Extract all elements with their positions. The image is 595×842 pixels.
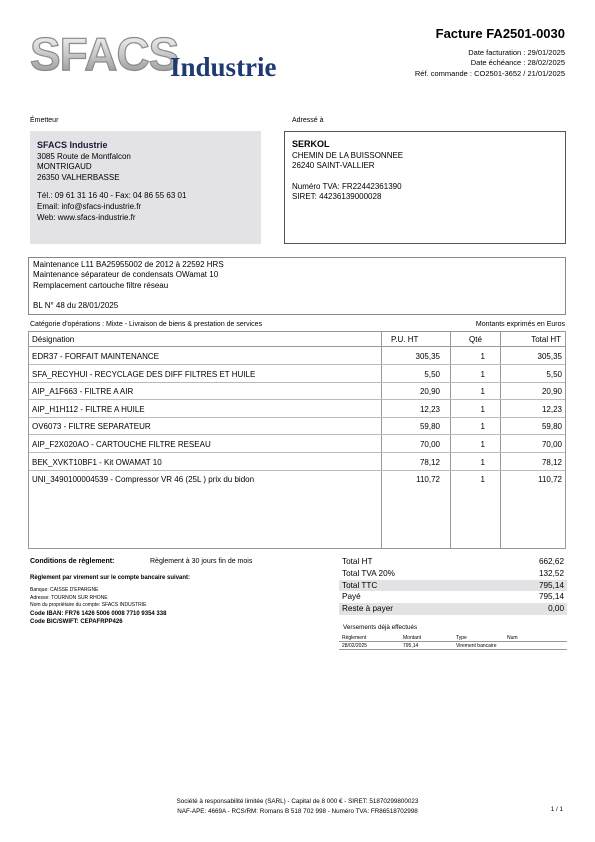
- total-value: 795,14: [538, 580, 564, 590]
- total-ht-row: [339, 556, 567, 568]
- destinataire-siret: SIRET: 44236139000028: [292, 192, 382, 202]
- header-total: Total HT: [531, 335, 561, 344]
- description-line: Maintenance L11 BA25955002 de 2012 à 22592 HRS: [33, 260, 224, 269]
- cell-qte: 1: [480, 404, 485, 414]
- bank-name: Banque: CAISSE D'EPARGNE: [30, 587, 99, 593]
- ref-commande: Réf. commande : CO2501-3652 / 21/01/2025: [414, 68, 565, 78]
- invoice-meta: [415, 48, 565, 79]
- items-table: [28, 331, 566, 549]
- destinataire-name: SERKOL: [292, 139, 330, 149]
- footer-line1: Société à responsabilité limitée (SARL) - Capital de 8 000 € - SIRET: 51870299800023: [176, 798, 419, 805]
- cell-pu: 59,80: [419, 422, 440, 432]
- header-designation: Désignation: [32, 335, 75, 344]
- footer-line2: NAF-APE: 4669A - RCS/RM: Romans B 518 702 998 - Numéro TVA: FR86518702998: [177, 807, 418, 815]
- bank-iban: Code IBAN: FR76 1426 5006 0008 7710 9354 338: [30, 610, 167, 617]
- cell-qte: 1: [480, 457, 485, 467]
- versement-row: [339, 642, 567, 650]
- total-label: Total TVA 20%: [342, 568, 395, 578]
- cell-pu: 110,72: [416, 475, 440, 485]
- total-tva-row: [339, 568, 567, 580]
- total-label: Total HT: [342, 557, 373, 566]
- vr-reglement: 28/02/2025: [342, 643, 368, 649]
- cell-designation: AIP_A1F663 - FILTRE A AIR: [32, 387, 134, 397]
- conditions-label: Conditions de règlement:: [30, 558, 115, 565]
- table-row: [29, 366, 565, 383]
- table-row: [29, 454, 565, 471]
- vh-num: Num: [507, 635, 518, 641]
- bank-details: [30, 587, 166, 626]
- cell-total: 5,50: [546, 369, 562, 379]
- emetteur-label: Émetteur: [30, 117, 59, 124]
- emetteur-address1: 3085 Route de Montfalcon: [37, 151, 131, 161]
- vh-montant: Montant: [403, 635, 422, 641]
- logo-subtitle: Industrie: [170, 52, 277, 82]
- cell-pu: 78,12: [419, 457, 440, 467]
- cell-designation: SFA_RECYHUI - RECYCLAGE DES DIFF FILTRES ET HUILE: [32, 369, 256, 379]
- vr-type: Virement bancaire: [456, 643, 497, 649]
- cell-total: 12,23: [541, 404, 562, 414]
- virement-label: Règlement par virement sur le compte bancaire suivant:: [30, 575, 191, 581]
- bank-owner: Nom du propriétaire du compte: SFACS INDUSTRIE: [30, 602, 147, 608]
- category-note: Catégorie d'opérations : Mixte - Livraison de biens & prestation de services: [30, 321, 263, 328]
- versements-label: Versements déjà effectués: [343, 624, 418, 631]
- versements-header: [339, 634, 567, 642]
- cell-pu: 305,35: [415, 352, 440, 361]
- paye-row: [339, 591, 567, 603]
- currency-note: Montants exprimés en Euros: [475, 321, 565, 328]
- cell-pu: 12,23: [419, 404, 440, 414]
- vh-type: Type: [456, 635, 467, 641]
- cell-total: 110,72: [538, 475, 562, 485]
- vr-montant: 795,14: [403, 643, 419, 649]
- cell-designation: UNI_3490100004539 - Compressor VR 46 (25L ) prix du bidon: [32, 475, 255, 485]
- destinataire-address1: CHEMIN DE LA BUISSONNEE: [292, 150, 404, 160]
- emetteur-address3: 26350 VALHERBASSE: [37, 172, 120, 182]
- table-row: [29, 471, 565, 488]
- table-header: [29, 332, 565, 347]
- cell-designation: EDR37 - FORFAIT MAINTENANCE: [32, 352, 159, 361]
- total-label: Reste à payer: [342, 604, 393, 614]
- page-number: 1 / 1: [550, 806, 563, 813]
- total-label: Total TTC: [342, 580, 378, 590]
- total-value: 132,52: [538, 568, 564, 578]
- cell-qte: 1: [480, 475, 485, 485]
- description-line: Maintenance séparateur de condensats OWamat 10: [33, 270, 219, 280]
- cell-designation: BEK_XVKT10BF1 - Kit OWAMAT 10: [32, 457, 162, 467]
- cell-qte: 1: [480, 422, 485, 432]
- legal-footer: [0, 797, 595, 816]
- emetteur-name: SFACS Industrie: [37, 140, 108, 150]
- total-value: 795,14: [538, 592, 564, 602]
- date-echeance: Date échéance : 28/02/2025: [470, 58, 565, 68]
- header-qte: Qté: [469, 335, 482, 344]
- cell-qte: 1: [480, 369, 485, 379]
- table-row: [29, 418, 565, 435]
- total-label: Payé: [342, 592, 361, 602]
- cell-total: 305,35: [537, 352, 562, 361]
- cell-qte: 1: [480, 352, 485, 361]
- emetteur-address2: MONTRIGAUD: [37, 162, 92, 172]
- emetteur-box: [30, 131, 261, 244]
- conditions-value: Règlement à 30 jours fin de mois: [150, 558, 253, 565]
- bank-bic: Code BIC/SWIFT: CEPAFRPP426: [30, 618, 123, 625]
- bank-address: Adresse: TOURNON SUR RHONE: [30, 594, 108, 601]
- invoice-title: Facture FA2501-0030: [435, 26, 565, 41]
- description-box: [28, 257, 566, 315]
- cell-designation: AIP_H1H112 - FILTRE A HUILE: [32, 404, 145, 414]
- table-row: [29, 436, 565, 453]
- cell-total: 59,80: [541, 422, 562, 432]
- cell-total: 70,00: [541, 440, 562, 449]
- bon-livraison: BL N° 48 du 28/01/2025: [33, 301, 119, 311]
- logo-wordmark: SFACS: [30, 30, 179, 80]
- table-row: [29, 401, 565, 418]
- totals-block: [339, 556, 567, 615]
- cell-qte: 1: [480, 387, 485, 397]
- destinataire-label: Adressé à: [292, 117, 324, 124]
- cell-pu: 70,00: [419, 440, 440, 449]
- table-row: [29, 348, 565, 365]
- cell-qte: 1: [480, 440, 485, 449]
- emetteur-email: Email: info@sfacs-industrie.fr: [37, 201, 142, 211]
- cell-designation: OV6073 - FILTRE SEPARATEUR: [32, 422, 151, 432]
- cell-designation: AIP_F2X020AO - CARTOUCHE FILTRE RESEAU: [32, 440, 211, 449]
- reste-row: [339, 603, 567, 615]
- header-pu: P.U. HT: [391, 335, 419, 344]
- destinataire-tva: Numéro TVA: FR22442361390: [292, 181, 402, 191]
- description-line: Remplacement cartouche filtre réseau: [33, 280, 169, 290]
- emetteur-phone: Tél.: 09 61 31 16 40 - Fax: 04 86 55 63 01: [37, 191, 187, 201]
- cell-total: 78,12: [541, 457, 562, 467]
- destinataire-address2: 26240 SAINT-VALLIER: [292, 161, 375, 171]
- emetteur-web: Web: www.sfacs-industrie.fr: [37, 212, 136, 222]
- cell-pu: 20,90: [419, 387, 440, 397]
- total-ttc-row: [339, 580, 567, 592]
- versements-table: [339, 634, 567, 650]
- total-value: 0,00: [548, 604, 564, 614]
- destinataire-box: [284, 131, 566, 244]
- date-facturation: Date facturation : 29/01/2025: [468, 48, 565, 57]
- table-row: [29, 383, 565, 400]
- cell-total: 20,90: [541, 387, 562, 397]
- vh-reglement: Règlement: [342, 635, 367, 641]
- total-value: 662,62: [538, 557, 564, 566]
- cell-pu: 5,50: [424, 369, 440, 379]
- company-logo: [28, 30, 288, 82]
